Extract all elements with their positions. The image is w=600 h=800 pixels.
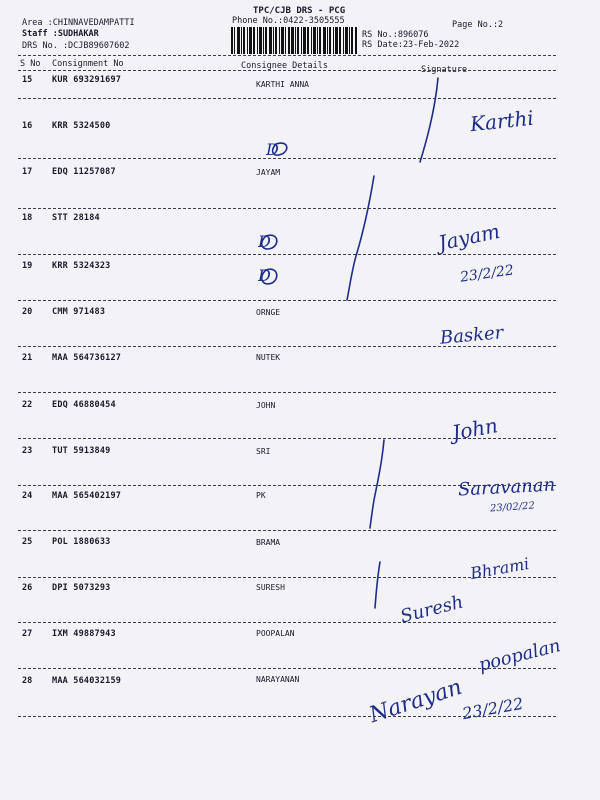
row-consignee: JAYAM bbox=[256, 168, 281, 177]
row-consignment: MAA 564032159 bbox=[52, 676, 122, 686]
row-consignment: STT 28184 bbox=[52, 213, 100, 223]
drs-number: DRS No. :DCJB89607602 bbox=[22, 41, 130, 51]
signature-24: Saravanan bbox=[457, 474, 556, 501]
signature-karthi: Karthi bbox=[468, 105, 535, 137]
row-consignment: POL 1880633 bbox=[52, 537, 111, 547]
row-sno: 24 bbox=[22, 491, 33, 501]
handwritten-mark-19: D bbox=[258, 266, 271, 285]
pen-stroke-1 bbox=[420, 78, 438, 162]
row-sno: 16 bbox=[22, 121, 33, 131]
signature-john: John bbox=[450, 413, 500, 445]
row-consignee: ORNGE bbox=[256, 308, 281, 317]
signature-jayam: Jayam bbox=[436, 218, 502, 256]
row-consignment: IXM 49887943 bbox=[52, 629, 116, 639]
row-sno: 17 bbox=[22, 167, 33, 177]
row-consignee: KARTHI ANNA bbox=[256, 80, 309, 89]
page-number: Page No.:2 bbox=[452, 20, 504, 30]
row-separator bbox=[18, 98, 556, 99]
row-separator bbox=[18, 254, 556, 255]
row-separator bbox=[18, 208, 556, 209]
row-consignment: KRR 5324323 bbox=[52, 261, 111, 271]
row-consignee: SURESH bbox=[256, 583, 285, 592]
row-consignee: PK bbox=[256, 491, 266, 500]
signature-poopalan: poopalan bbox=[476, 635, 563, 676]
row-separator bbox=[18, 300, 556, 301]
date-24: 23/02/22 bbox=[489, 500, 536, 515]
row-sno: 21 bbox=[22, 353, 33, 363]
col-sno: S No bbox=[20, 59, 41, 69]
col-consignee: Consignee Details bbox=[241, 61, 328, 71]
area-label: Area :CHINNAVEDAMPATTI bbox=[22, 18, 135, 28]
phone-number: Phone No.:0422-3505555 bbox=[232, 16, 345, 26]
row-consignment: TUT 5913849 bbox=[52, 446, 111, 456]
row-separator bbox=[18, 158, 556, 159]
signature-brahmi: Bhrami bbox=[468, 553, 531, 584]
handwritten-mark-18: D bbox=[258, 232, 271, 251]
row-consignee: BRAMA bbox=[256, 538, 281, 547]
row-consignment: MAA 564736127 bbox=[52, 353, 122, 363]
row-sno: 20 bbox=[22, 307, 33, 317]
date-jayam: 23/2/22 bbox=[459, 262, 515, 286]
signature-narayan: Narayan bbox=[366, 674, 466, 729]
date-narayan: 23/2/22 bbox=[460, 693, 525, 724]
row-consignment: KRR 5324500 bbox=[52, 121, 111, 131]
row-sno: 23 bbox=[22, 446, 33, 456]
row-sno: 26 bbox=[22, 583, 33, 593]
document-title: TPC/CJB DRS - PCG bbox=[253, 6, 346, 16]
row-consignee: JOHN bbox=[256, 401, 276, 410]
row-separator bbox=[18, 392, 556, 393]
handwritten-mark-16: D bbox=[266, 140, 279, 159]
row-sno: 19 bbox=[22, 261, 33, 271]
signature-basker: Basker bbox=[439, 322, 505, 349]
row-consignment: EDQ 46880454 bbox=[52, 400, 116, 410]
col-signature: Signature bbox=[421, 65, 468, 75]
row-consignee: SRI bbox=[256, 447, 271, 456]
row-sno: 28 bbox=[22, 676, 33, 686]
signature-suresh: Suresh bbox=[398, 591, 466, 628]
row-separator bbox=[18, 530, 556, 531]
row-separator bbox=[18, 346, 556, 347]
row-consignment: DPI 5073293 bbox=[52, 583, 111, 593]
row-consignment: KUR 693291697 bbox=[52, 75, 122, 85]
row-consignee: NUTEK bbox=[256, 353, 281, 362]
row-sno: 25 bbox=[22, 537, 33, 547]
row-sno: 15 bbox=[22, 75, 33, 85]
row-sno: 27 bbox=[22, 629, 33, 639]
row-consignee: NARAYANAN bbox=[256, 675, 300, 684]
row-consignee: POOPALAN bbox=[256, 629, 295, 638]
pen-stroke-3 bbox=[370, 440, 384, 528]
col-consignment: Consignment No bbox=[52, 59, 124, 69]
row-sno: 18 bbox=[22, 213, 33, 223]
row-separator bbox=[18, 668, 556, 669]
row-consignment: EDQ 11257087 bbox=[52, 167, 116, 177]
barcode-image bbox=[231, 27, 357, 54]
rs-date: RS Date:23-Feb-2022 bbox=[362, 40, 460, 50]
staff-label: Staff :SUDHAKAR bbox=[22, 29, 99, 39]
row-separator bbox=[18, 622, 556, 623]
pen-stroke-4 bbox=[375, 562, 380, 608]
header-rule-bottom bbox=[18, 70, 556, 71]
row-consignment: MAA 565402197 bbox=[52, 491, 122, 501]
header-rule-top bbox=[18, 55, 556, 56]
pen-stroke-2 bbox=[347, 176, 374, 300]
rs-number: RS No.:896076 bbox=[362, 30, 429, 40]
row-consignment: CMM 971483 bbox=[52, 307, 106, 317]
row-sno: 22 bbox=[22, 400, 33, 410]
